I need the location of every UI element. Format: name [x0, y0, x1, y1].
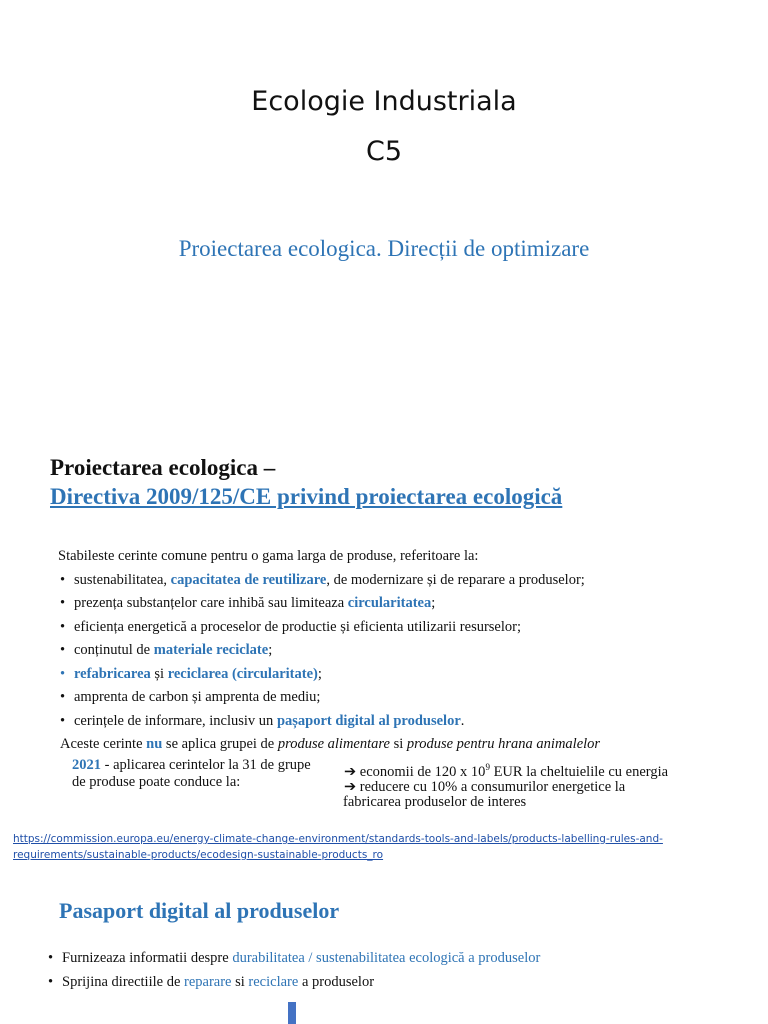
requirements-list: [58, 569, 758, 734]
list-item: • Sprijina directiile de reparare si reciclare a produselor: [46, 970, 756, 994]
passport-list: [46, 946, 756, 994]
arrow-right-icon: ➔: [344, 778, 357, 795]
decorative-bar: [288, 1002, 296, 1024]
page-subtitle: Proiectarea ecologica. Direcții de optimizare: [178, 236, 590, 261]
directive-link[interactable]: Directiva 2009/125/CE privind proiectarea ecologică: [50, 484, 563, 509]
year-2021-note: 2021 - aplicarea cerintelor la 31 de grupe de produse poate conduce la:: [72, 757, 311, 790]
exception-note: Aceste cerinte nu se aplica grupei de produse alimentare si produse pentru hrana animalelor: [60, 736, 601, 752]
arrow-right-icon: ➔: [344, 763, 357, 780]
list-item: • Furnizeaza informatii despre durabilitatea / sustenabilitatea ecologică a produselor: [46, 946, 756, 970]
section-heading-ecodesign: Proiectarea ecologica –: [50, 455, 276, 480]
requirements-intro: Stabileste cerinte comune pentru o gama larga de produse, referitoare la:: [58, 548, 479, 564]
effect-energy-savings: ➔ economii de 120 x $10^9$ EUR la cheltuielile cu energia: [344, 762, 669, 780]
page-title: Ecologie Industriala: [251, 86, 517, 117]
list-item: • prezența substanțelor care inhibă sau limiteaza circularitatea;: [58, 592, 758, 616]
list-item: • eficiența energetică a proceselor de productie și eficienta utilizarii resurselor;: [58, 616, 758, 640]
section-heading-digital-passport: Pasaport digital al produselor: [59, 898, 340, 923]
list-item: • sustenabilitatea, capacitatea de reutilizare, de modernizare și de reparare a produselor;: [58, 569, 758, 593]
course-number: C5: [365, 136, 403, 167]
effect-energy-reduction: ➔ reducere cu 10% a consumurilor energetice la: [344, 778, 626, 795]
list-item: • refabricarea și reciclarea (circularitate);: [58, 663, 758, 687]
effects-block: ➔ economii de 120 x $10^9$ EUR la cheltuielile cu energia ➔ reducere cu 10% a consumurilor energetice la fabricarea produselor de interes: [343, 762, 669, 810]
list-item: • cerințele de informare, inclusiv un pașaport digital al produselor.: [58, 710, 758, 734]
requirements-block: [58, 545, 758, 757]
list-item: • conținutul de materiale reciclate;: [58, 639, 758, 663]
source-url-link[interactable]: https://commission.europa.eu/energy-climate-change-environment/standards-tools-and-labels/products-labelling-rules-and- requirements/sustainable-products/ecodesign-sustainable-products_ro: [13, 833, 663, 861]
list-item: • amprenta de carbon și amprenta de mediu;: [58, 686, 758, 710]
